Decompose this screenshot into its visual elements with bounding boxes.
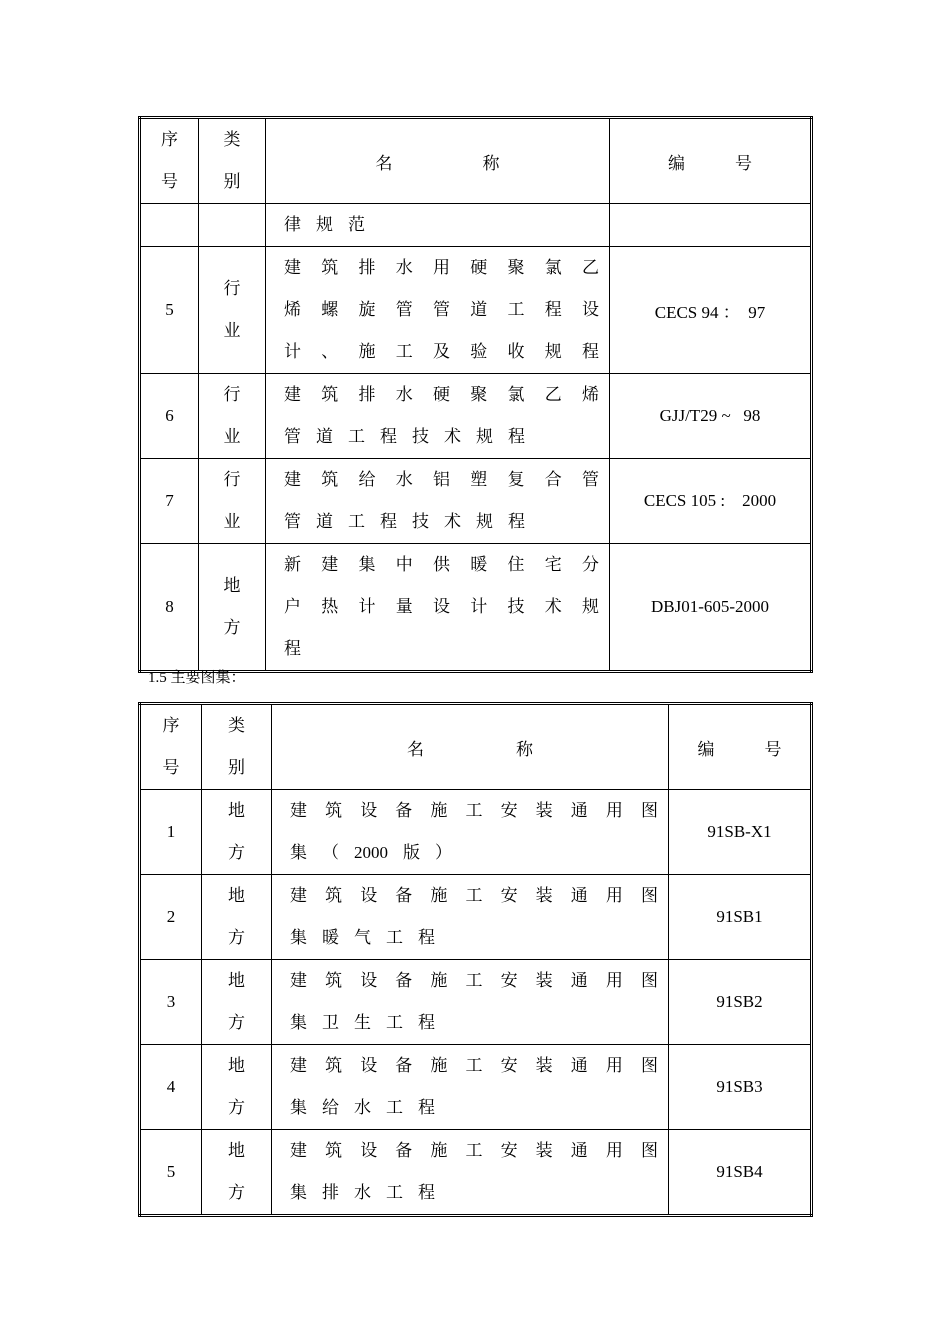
row-category-char: 业 xyxy=(223,321,241,340)
header-code-char: 编 xyxy=(668,153,685,173)
row-name-line xyxy=(284,501,599,543)
row-name-line xyxy=(284,459,599,501)
row-code: 91SB4 xyxy=(669,1130,812,1216)
header-seq xyxy=(140,704,202,790)
header-name-char: 名 xyxy=(407,739,424,759)
table-row xyxy=(140,374,812,459)
row-name-char: 工 xyxy=(348,427,365,446)
row-name-char: 安 xyxy=(500,1056,518,1075)
row-seq xyxy=(140,204,199,247)
row-name-char: 设 xyxy=(360,886,378,905)
row-name-char: 技 xyxy=(412,427,429,446)
header-category xyxy=(202,704,272,790)
row-category-char: 方 xyxy=(228,843,245,862)
row-name-line xyxy=(290,790,658,832)
row-name-char: 户 xyxy=(284,597,301,616)
section-caption: 1.5 主要图集： xyxy=(148,670,246,686)
row-name xyxy=(272,790,669,875)
row-name xyxy=(266,459,610,544)
row-name xyxy=(272,1045,669,1130)
row-name-char: 安 xyxy=(500,886,518,905)
row-name-char: 供 xyxy=(433,555,450,574)
row-code: GJJ/T29 ~ 98 xyxy=(610,374,812,459)
row-name-char: 工 xyxy=(465,1141,483,1160)
row-name-char: 备 xyxy=(395,801,413,820)
row-category xyxy=(199,544,266,672)
row-name-line xyxy=(284,586,599,628)
row-name-char: 水 xyxy=(395,258,413,277)
row-category-char: 地 xyxy=(228,1141,245,1160)
table-row xyxy=(140,875,812,960)
row-name-char: 分 xyxy=(582,555,599,574)
row-name-char: 安 xyxy=(500,971,518,990)
row-name-line xyxy=(290,960,658,1002)
row-name-char: 版 xyxy=(403,843,420,862)
row-name-char: 烯 xyxy=(284,300,301,319)
row-category xyxy=(202,790,272,875)
row-name xyxy=(272,1130,669,1216)
row-name-char: 集 xyxy=(290,1183,307,1202)
row-name-char: 道 xyxy=(316,427,333,446)
row-name-char: 工 xyxy=(507,300,525,319)
row-category-char: 方 xyxy=(223,618,241,637)
row-name-line xyxy=(284,204,599,246)
row-name-char: 施 xyxy=(430,1056,448,1075)
row-name-line xyxy=(290,917,658,959)
row-name-char: 水 xyxy=(395,470,413,489)
row-name-char: 工 xyxy=(386,928,403,947)
header-row xyxy=(140,118,812,204)
row-category-char: 地 xyxy=(228,801,245,820)
row-name-line xyxy=(290,832,658,874)
row-category xyxy=(199,459,266,544)
header-seq-char: 号 xyxy=(162,758,180,777)
table-row xyxy=(140,790,812,875)
header-code-char: 号 xyxy=(735,153,752,173)
row-name-char: 备 xyxy=(395,1141,413,1160)
row-name-char: 规 xyxy=(582,597,599,616)
row-seq: 6 xyxy=(140,374,199,459)
row-name xyxy=(266,204,610,247)
header-category-char: 别 xyxy=(223,172,241,191)
row-name-char: 规 xyxy=(476,427,493,446)
row-name-char: 工 xyxy=(465,886,483,905)
row-category-char: 方 xyxy=(228,928,245,947)
row-name-char: 氯 xyxy=(544,258,562,277)
row-code: 91SB2 xyxy=(669,960,812,1045)
row-name-char: 筑 xyxy=(321,470,339,489)
row-name-char: 建 xyxy=(290,1056,307,1075)
standards-table xyxy=(138,116,813,673)
row-name-char: 程 xyxy=(508,512,525,531)
row-name-char: 装 xyxy=(535,801,553,820)
row-name-line xyxy=(284,289,599,331)
row-name-char: 管 xyxy=(395,300,413,319)
header-seq-char: 序 xyxy=(161,130,178,149)
row-name-char: 用 xyxy=(605,1141,623,1160)
row-code: CECS 94 ： 97 xyxy=(610,247,812,374)
row-name-char: 工 xyxy=(465,801,483,820)
row-name-char: 筑 xyxy=(325,1141,343,1160)
row-name-char: 工 xyxy=(386,1098,403,1117)
row-name-char: 聚 xyxy=(507,258,525,277)
header-code xyxy=(610,118,812,204)
row-name-line xyxy=(290,1087,658,1129)
row-seq: 7 xyxy=(140,459,199,544)
row-name-char: 图 xyxy=(640,801,658,820)
row-category-char: 业 xyxy=(223,427,241,446)
row-name-char: 水 xyxy=(395,385,413,404)
row-name-char: 用 xyxy=(605,886,623,905)
header-name xyxy=(266,118,610,204)
row-seq: 3 xyxy=(140,960,202,1045)
header-name-char: 称 xyxy=(482,153,500,173)
row-name-char: 工 xyxy=(395,342,413,361)
row-name-char: 建 xyxy=(290,971,307,990)
row-name-line xyxy=(284,628,599,670)
row-name-char: 备 xyxy=(395,1056,413,1075)
row-name-char: 道 xyxy=(470,300,488,319)
row-code: DBJ01-605-2000 xyxy=(610,544,812,672)
row-name-char: 排 xyxy=(358,385,376,404)
row-code: 91SB1 xyxy=(669,875,812,960)
row-name-line xyxy=(290,1045,658,1087)
table-row xyxy=(140,960,812,1045)
row-name-line xyxy=(284,374,599,416)
row-name-char: 安 xyxy=(500,1141,518,1160)
row-category-char: 地 xyxy=(223,576,241,595)
row-name-char: 工 xyxy=(348,512,365,531)
row-name-char: 及 xyxy=(433,342,450,361)
row-name-char: 通 xyxy=(570,1141,588,1160)
row-name-char: 设 xyxy=(582,300,599,319)
row-name-char: 术 xyxy=(444,512,461,531)
row-name-char: 集 xyxy=(290,1013,307,1032)
row-name-char: 装 xyxy=(535,886,553,905)
row-seq: 5 xyxy=(140,247,199,374)
header-seq-char: 序 xyxy=(162,716,180,735)
row-category-char: 地 xyxy=(228,971,245,990)
row-category-char: 方 xyxy=(228,1013,245,1032)
row-name-char: 程 xyxy=(418,1013,435,1032)
row-name-line xyxy=(290,1002,658,1044)
row-seq: 5 xyxy=(140,1130,202,1216)
row-name-char: 水 xyxy=(354,1183,371,1202)
header-row xyxy=(140,704,812,790)
row-name-line xyxy=(284,247,599,289)
header-code-char: 号 xyxy=(764,739,782,759)
row-name-line xyxy=(284,544,599,586)
row-name-char: 装 xyxy=(535,971,553,990)
row-name-char: 安 xyxy=(500,801,518,820)
row-name xyxy=(266,374,610,459)
row-category-char: 地 xyxy=(228,1056,245,1075)
table-row xyxy=(140,459,812,544)
row-name xyxy=(266,544,610,672)
row-name-char: 程 xyxy=(418,928,435,947)
row-name-char: 旋 xyxy=(358,300,376,319)
row-name-line xyxy=(284,416,599,458)
row-name-char: 建 xyxy=(284,385,301,404)
row-name-char: 图 xyxy=(640,1141,658,1160)
row-seq: 1 xyxy=(140,790,202,875)
table-row xyxy=(140,1045,812,1130)
row-name-char: 烯 xyxy=(582,385,599,404)
header-code-char: 编 xyxy=(697,739,715,759)
row-name-char: 程 xyxy=(418,1183,435,1202)
row-name-char: 中 xyxy=(395,555,413,574)
row-name-char: 验 xyxy=(470,342,488,361)
row-name-char: ） xyxy=(435,843,452,862)
row-category-char: 方 xyxy=(228,1098,245,1117)
row-name-char: 2000 xyxy=(354,843,388,862)
row-name-char: 施 xyxy=(358,342,376,361)
row-category-char: 方 xyxy=(228,1183,245,1202)
row-name-char: 气 xyxy=(354,928,371,947)
row-name-char: 备 xyxy=(395,971,413,990)
row-name-char: 设 xyxy=(360,1056,378,1075)
row-code: 91SB3 xyxy=(669,1045,812,1130)
header-category xyxy=(199,118,266,204)
row-name-char: 用 xyxy=(433,258,450,277)
row-name-char: 住 xyxy=(507,555,525,574)
row-name-char: 程 xyxy=(544,300,562,319)
row-category xyxy=(202,1130,272,1216)
row-name-char: 建 xyxy=(290,1141,307,1160)
row-name-char: 给 xyxy=(358,470,376,489)
row-name xyxy=(272,875,669,960)
row-name-char: 硬 xyxy=(470,258,488,277)
row-name-char: 装 xyxy=(535,1056,553,1075)
row-name-char: 乙 xyxy=(544,385,562,404)
row-name-char: 管 xyxy=(284,512,301,531)
header-name-char: 称 xyxy=(516,739,533,759)
header-category-char: 类 xyxy=(228,716,245,735)
row-category-char: 行 xyxy=(223,385,241,404)
row-name-char: 施 xyxy=(430,886,448,905)
row-category-char: 业 xyxy=(223,512,241,531)
header-category-char: 类 xyxy=(223,130,241,149)
row-name-char: 集 xyxy=(290,843,307,862)
row-name-char: 施 xyxy=(430,971,448,990)
row-category-char: 行 xyxy=(223,470,241,489)
row-name-char: 螺 xyxy=(321,300,339,319)
row-name-char: 术 xyxy=(544,597,562,616)
row-name-char: 塑 xyxy=(470,470,488,489)
row-name-char: 铝 xyxy=(433,470,450,489)
row-name-char: 计 xyxy=(470,597,488,616)
row-name-char: 工 xyxy=(386,1013,403,1032)
row-name-char: 范 xyxy=(348,215,365,234)
row-name-char: 施 xyxy=(430,1141,448,1160)
row-name-char: 程 xyxy=(284,639,301,658)
row-name-char: 工 xyxy=(465,971,483,990)
header-name xyxy=(272,704,669,790)
row-code: CECS 105 : 2000 xyxy=(610,459,812,544)
row-name-line xyxy=(284,331,599,373)
row-name-char: 程 xyxy=(380,512,397,531)
row-category-char: 行 xyxy=(223,279,241,298)
row-name-char: 技 xyxy=(507,597,525,616)
row-category xyxy=(199,374,266,459)
row-seq: 4 xyxy=(140,1045,202,1130)
row-name-char: 通 xyxy=(570,886,588,905)
row-name-char: 集 xyxy=(290,928,307,947)
row-name-char: 工 xyxy=(386,1183,403,1202)
row-name-char: 道 xyxy=(316,512,333,531)
row-name-line xyxy=(290,1130,658,1172)
row-name-char: 卫 xyxy=(322,1013,339,1032)
row-name-char: 施 xyxy=(430,801,448,820)
row-name-char: 建 xyxy=(284,470,301,489)
row-seq: 2 xyxy=(140,875,202,960)
row-name-char: 图 xyxy=(640,1056,658,1075)
row-code: 91SB-X1 xyxy=(669,790,812,875)
header-name-char: 名 xyxy=(375,153,393,173)
row-name-char: 用 xyxy=(605,1056,623,1075)
row-name-char: 设 xyxy=(360,1141,378,1160)
row-name-char: 程 xyxy=(582,342,599,361)
row-name-char: （ xyxy=(322,843,339,862)
row-name-char: 暖 xyxy=(322,928,339,947)
row-category xyxy=(199,204,266,247)
row-name-char: 图 xyxy=(640,886,658,905)
row-name-char: 排 xyxy=(358,258,376,277)
row-name-char: 宅 xyxy=(544,555,562,574)
row-name-char: 复 xyxy=(507,470,525,489)
row-name-char: 筑 xyxy=(325,971,343,990)
row-name-char: 通 xyxy=(570,801,588,820)
row-name-char: 用 xyxy=(605,971,623,990)
row-category xyxy=(202,875,272,960)
row-name-char: 备 xyxy=(395,886,413,905)
row-name-char: 管 xyxy=(284,427,301,446)
row-name-char: 量 xyxy=(395,597,413,616)
header-seq-char: 号 xyxy=(161,172,178,191)
row-name-char: 律 xyxy=(284,215,301,234)
header-category-char: 别 xyxy=(228,758,245,777)
row-name-char: 术 xyxy=(444,427,461,446)
row-name-char: 管 xyxy=(433,300,450,319)
row-name-char: 建 xyxy=(290,886,307,905)
row-name-char: 装 xyxy=(535,1141,553,1160)
table-row xyxy=(140,204,812,247)
row-name-char: 暖 xyxy=(470,555,488,574)
atlas-table xyxy=(138,702,813,1217)
row-category-char: 地 xyxy=(228,886,245,905)
row-name-char: 用 xyxy=(605,801,623,820)
row-name-char: 乙 xyxy=(582,258,599,277)
row-name-char: 硬 xyxy=(433,385,450,404)
row-code xyxy=(610,204,812,247)
table-row xyxy=(140,247,812,374)
row-name-char: 建 xyxy=(290,801,307,820)
row-name-char: 水 xyxy=(354,1098,371,1117)
row-seq: 8 xyxy=(140,544,199,672)
row-name-char: 规 xyxy=(316,215,333,234)
row-name-char: 集 xyxy=(358,555,376,574)
row-name xyxy=(266,247,610,374)
row-name-char: 通 xyxy=(570,1056,588,1075)
row-name-char: 设 xyxy=(360,801,378,820)
row-name-char: 程 xyxy=(418,1098,435,1117)
row-name-char: 管 xyxy=(582,470,599,489)
row-category xyxy=(202,1045,272,1130)
row-name-char: 工 xyxy=(465,1056,483,1075)
row-name-char: 计 xyxy=(358,597,376,616)
row-name-char: 筑 xyxy=(325,886,343,905)
header-seq xyxy=(140,118,199,204)
row-name-char: 、 xyxy=(321,342,339,361)
row-name-char: 聚 xyxy=(470,385,488,404)
row-name-char: 氯 xyxy=(507,385,525,404)
row-name-char: 建 xyxy=(321,555,339,574)
row-name-char: 筑 xyxy=(325,801,343,820)
row-name-char: 规 xyxy=(476,512,493,531)
row-name-char: 筑 xyxy=(321,258,339,277)
row-name-char: 图 xyxy=(640,971,658,990)
row-name-char: 设 xyxy=(360,971,378,990)
row-name-char: 收 xyxy=(507,342,525,361)
row-name-char: 排 xyxy=(322,1183,339,1202)
header-code xyxy=(669,704,812,790)
row-name-char: 集 xyxy=(290,1098,307,1117)
row-name-char: 筑 xyxy=(325,1056,343,1075)
row-name-char: 计 xyxy=(284,342,301,361)
row-name-char: 筑 xyxy=(321,385,339,404)
row-name-char: 合 xyxy=(544,470,562,489)
row-name-char: 建 xyxy=(284,258,301,277)
row-category xyxy=(199,247,266,374)
row-name-line xyxy=(290,1172,658,1214)
row-name-char: 程 xyxy=(380,427,397,446)
table-row xyxy=(140,1130,812,1216)
table-row xyxy=(140,544,812,672)
row-name-char: 生 xyxy=(354,1013,371,1032)
row-name-char: 热 xyxy=(321,597,339,616)
row-name-char: 规 xyxy=(544,342,562,361)
row-name-char: 新 xyxy=(284,555,301,574)
row-name-char: 通 xyxy=(570,971,588,990)
row-name-char: 技 xyxy=(412,512,429,531)
row-name-line xyxy=(290,875,658,917)
row-name xyxy=(272,960,669,1045)
row-name-char: 设 xyxy=(433,597,450,616)
row-name-char: 给 xyxy=(322,1098,339,1117)
row-name-char: 程 xyxy=(508,427,525,446)
row-category xyxy=(202,960,272,1045)
